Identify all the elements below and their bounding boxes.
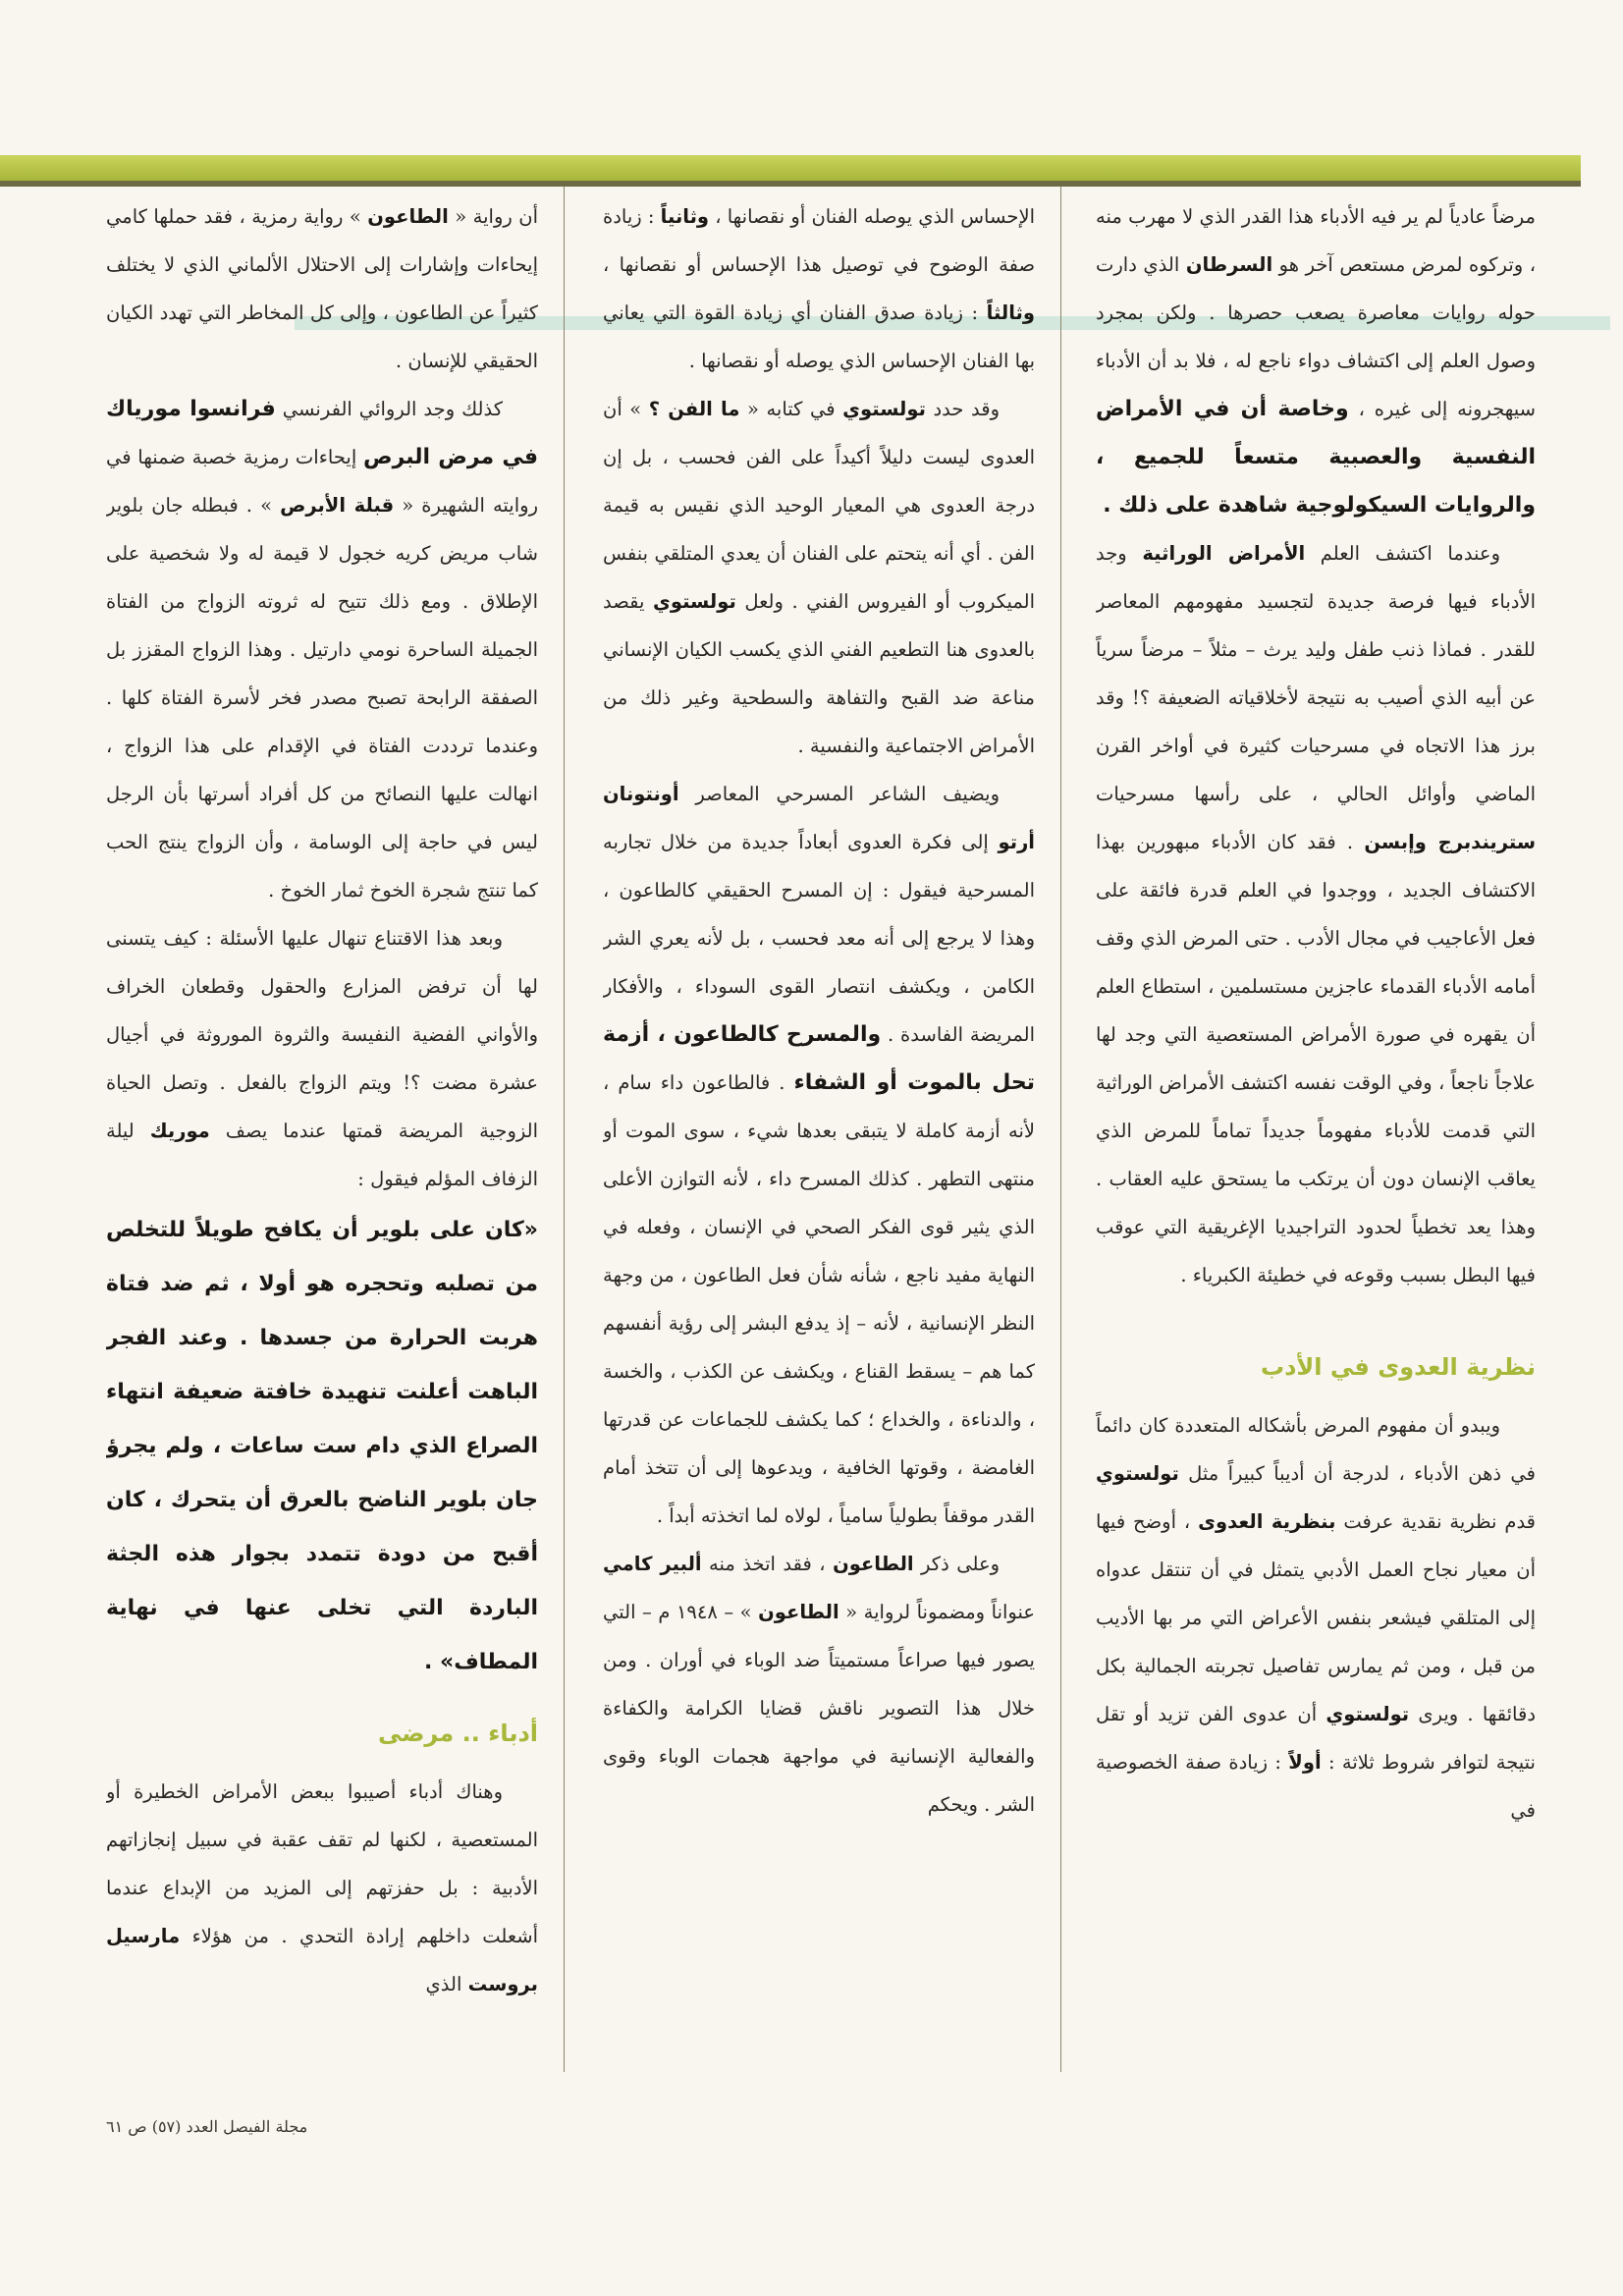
bold-term: موريك xyxy=(149,1120,210,1142)
paragraph xyxy=(106,1768,538,2008)
paragraph xyxy=(106,192,538,385)
text: أن رواية « xyxy=(448,205,538,228)
paragraph xyxy=(603,385,1035,770)
text: : زيادة صفة الخصوصية في xyxy=(1096,1751,1536,1822)
bold-term: ما الفن ؟ xyxy=(648,398,740,420)
section-heading: نظرية العدوى في الأدب xyxy=(1260,1353,1536,1381)
bold-term: أولاً xyxy=(1288,1751,1322,1774)
text: أن عدوى الفن تزيد أو تقل نتيجة لتوافر شروط ثلاثة : xyxy=(1096,1703,1536,1774)
text: وعندما اكتشف العلم xyxy=(1305,542,1500,565)
emphasis-text: والمسرح كالطاعون ، أزمة تحل بالموت أو الشفاء xyxy=(603,1022,1035,1095)
text: : زيادة صدق الفنان أي زيادة القوة التي يعاني بها الفنان الإحساس الذي يوصله أو نقصانها . xyxy=(603,301,1035,372)
bold-term: تولستوي xyxy=(1096,1462,1179,1485)
text: قدم نظرية نقدية عرفت xyxy=(1335,1510,1536,1533)
header-color-band xyxy=(0,155,1581,181)
emphasis-text: وخاصة أن في الأمراض النفسية والعصبية متسعاً للجميع ، والروايات السيكولوجية شاهدة على ذلك . xyxy=(1096,397,1536,518)
text: » . فبطله جان بلوير شاب مريض كريه خجول لا قيمة له ولا شخصية على الإطلاق . ومع ذلك تتيح له ثروته الزواج من الفتاة الجميلة الساحرة نومي دارتيل . وهذا الزواج المقزز بل الصفقة الرابحة تصبح مصدر فخر لأسرة الفتاة كلها . وعندما ترددت الفتاة في الإقدام على هذا الزواج ، انهالت عليها النصائح من كل أفراد أسرتها بأن الرجل ليس في حاجة إلى الوسامة ، وأن الزواج ينتج الحب كما تنتج شجرة الخوخ ثمار الخوخ . xyxy=(106,494,538,902)
page-footer: مجلة الفيصل العدد (٥٧) ص ٦١ xyxy=(106,2117,308,2136)
section-heading: أدباء .. مرضى xyxy=(377,1720,538,1747)
bold-term: وثانياً xyxy=(660,205,710,228)
bold-term: بنظرية العدوى xyxy=(1198,1510,1336,1533)
text: » أن العدوى ليست دليلاً أكيداً على الفن فحسب ، بل إن درجة العدوى هي المعيار الوحيد الذي نقيس به قيمة الفن . أي أنه يتحتم على الفنان أن يعدي المتلقي بنفس الميكروب أو الفيروس الفني . ولعل xyxy=(603,398,1035,613)
text: وهناك أدباء أصيبوا ببعض الأمراض الخطيرة أو المستعصية ، لكنها لم تقف عقبة في سبيل إنجازاتهم الأدبية : بل حفزتهم إلى المزيد من الإبداع عندما أشعلت داخلهم إرادة التحدي . من هؤلاء xyxy=(106,1780,538,1947)
bold-term: تولستوي xyxy=(842,398,926,420)
column-right xyxy=(1096,192,1536,2078)
bold-term: الطاعون xyxy=(833,1553,914,1575)
text: الإحساس الذي يوصله الفنان أو نقصانها ، xyxy=(709,205,1035,228)
text: . فالطاعون داء سام ، لأنه أزمة كاملة لا يتبقى بعدها شيء ، سوى الموت أو منتهى التطهر . كذلك المسرح داء ، لأنه التوازن الأعلى الذي يثير قوى الفكر الصحي في الإنسان ، وفعله في النهاية مفيد ناجع ، شأنه شأن فعل الطاعون ، من وجهة النظر الإنسانية ، لأنه – إذ يدفع البشر إلى رؤية أنفسهم كما هم – يسقط القناع ، ويكشف عن الكذب ، والخسة ، والدناءة ، والخداع ؛ كما يكشف للجماعات عن قدرتها الغامضة ، وقوتها الخافية ، ويدعوها إلى أن تتخذ أمام القدر موقفاً بطولياً سامياً ، لولاه لما اتخذته أبداً . xyxy=(603,1071,1035,1527)
paragraph xyxy=(603,1540,1035,1829)
bold-term: أونتونان أرتو xyxy=(603,783,1035,853)
text: وعلى ذكر xyxy=(913,1553,1000,1575)
text: ، أوضح فيها أن معيار نجاح العمل الأدبي يتمثل في أن تنتقل عدواه إلى المتلقي فيشعر بنفس الأعراض التي مر بها الأديب من قبل ، ومن ثم يمارس تفاصيل تجربته الجمالية بكل دقائقها . ويرى xyxy=(1096,1510,1536,1725)
column-middle xyxy=(603,192,1035,2078)
bold-term: الأمراض الوراثية xyxy=(1142,542,1306,565)
paragraph xyxy=(603,770,1035,1540)
bold-term: ستريندبرج وإبسن xyxy=(1364,831,1536,853)
block-quote: «كان على بلوير أن يكافح طويلاً للتخلص من تصلبه وتحجره هو أولا ، ثم ضد فتاة هربت الحرارة من جسدها . وعند الفجر الباهت أعلنت تنهيدة خافتة ضعيفة انتهاء الصراع الذي دام ست ساعات ، ولم يجرؤ جان بلوير الناضح بالعرق أن يتحرك ، كان أقبح من دودة تتمدد بجوار هذه الجثة الباردة التي تخلى عنها في نهاية المطاف» . xyxy=(106,1218,538,1674)
text: وجد الأدباء فيها فرصة جديدة لتجسيد مفهومهم المعاصر للقدر . فماذا ذنب طفل وليد يرث – مثلاً – مرضاً سرياً عن أبيه الذي أصيب به نتيجة لأخلاقياته الضعيفة ؟! وقد برز هذا الاتجاه في مسرحيات كثيرة في أواخر القرن الماضي وأوائل الحالي ، على رأسها مسرحيات xyxy=(1096,542,1536,805)
bold-term: الطاعون xyxy=(758,1601,839,1623)
text: ويبدو أن مفهوم المرض بأشكاله المتعددة كان دائماً في ذهن الأدباء ، لدرجة أن أديباً كبيراً مثل xyxy=(1096,1414,1536,1485)
text: في كتابه « xyxy=(739,398,843,420)
text: » – ١٩٤٨ م – التي يصور فيها صراعاً مستميتاً ضد الوباء في أوران . ومن خلال هذا التصوير ناقش قضايا الكرامة والكفاءة والفعالية الإنسانية في مواجهة هجمات الوباء وقوى الشر . ويحكم xyxy=(603,1601,1035,1816)
text: الذي xyxy=(425,1973,468,1995)
text: . فقد كان الأدباء مبهورين بهذا الاكتشاف الجديد ، ووجدوا في العلم قدرة فائقة على فعل الأعاجيب في مجال الأدب . حتى المرض الذي وقف أمامه الأدباء القدماء عاجزين مستسلمين ، استطاع العلم أن يقهره في صورة الأمراض المستعصية التي وجد لها علاجاً ناجعاً ، وفي الوقت نفسه اكتشف الأمراض الوراثية التي قدمت للأدباء مفهوماً جديداً تماماً للمرض الذي يعاقب الإنسان دون أن يرتكب ما يستحق عليه العقاب . وهذا يعد تخطياً لحدود التراجيديا الإغريقية التي عوقب فيها البطل بسبب وقوعه في خطيئة الكبرياء . xyxy=(1096,831,1536,1286)
bold-term: تولستوي xyxy=(1325,1703,1410,1725)
paragraph xyxy=(106,385,538,914)
emphasis-text: فرانسوا مورياك في مرض البرص xyxy=(106,397,538,469)
text: عنواناً ومضموناً لرواية « xyxy=(839,1601,1035,1623)
text: » رواية رمزية ، فقد حملها كامي إيحاءات وإشارات إلى الاحتلال الألماني الذي لا يختلف كثيراً عن الطاعون ، وإلى كل المخاطر التي تهدد الكيان الحقيقي للإنسان . xyxy=(106,205,538,372)
header-shadow-band xyxy=(0,181,1581,187)
bold-term: ألبير كامي xyxy=(603,1553,702,1575)
paragraph xyxy=(1096,192,1536,529)
paragraph xyxy=(106,914,538,1203)
bold-term: تولستوي xyxy=(653,590,736,613)
paragraph xyxy=(1096,529,1536,1299)
text: ويضيف الشاعر المسرحي المعاصر xyxy=(678,783,1000,805)
bold-term: قبلة الأبرص xyxy=(280,494,395,517)
bold-term: وثالثاً xyxy=(986,301,1035,324)
column-left xyxy=(106,192,538,2078)
text: يقصد بالعدوى هنا التطعيم الفني الذي يكسب الكيان الإنساني مناعة ضد القبح والتفاهة والسطحية وغير ذلك من الأمراض الاجتماعية والنفسية . xyxy=(603,590,1035,757)
paragraph xyxy=(1096,1401,1536,1834)
bold-term: مارسيل بروست xyxy=(106,1925,538,1995)
text: كذلك وجد الروائي الفرنسي xyxy=(275,398,503,420)
column-rule-right xyxy=(1060,187,1061,2072)
text: وقد حدد xyxy=(925,398,1000,420)
column-rule-left xyxy=(564,187,565,2072)
text: ليلة الزفاف المؤلم فيقول : xyxy=(106,1120,538,1190)
text: ، فقد اتخذ منه xyxy=(701,1553,834,1575)
text: إلى فكرة العدوى أبعاداً جديدة من خلال تجاربه المسرحية فيقول : إن المسرح الحقيقي كالطاعون ، وهذا لا يرجع إلى أنه معد فحسب ، بل لأنه يعري الشر الكامن ، ويكشف انتصار القوى السوداء ، والأفكار المريضة الفاسدة . xyxy=(603,831,1035,1046)
bold-term: السرطان xyxy=(1185,253,1273,276)
paragraph xyxy=(603,192,1035,385)
text: الذي دارت حوله روايات معاصرة يصعب حصرها . ولكن بمجرد وصول العلم إلى اكتشاف دواء ناجع له ، فلا بد أن الأدباء سيهجرونه إلى غيره ، xyxy=(1096,253,1536,420)
text: إيحاءات رمزية خصبة ضمنها في روايته الشهيرة « xyxy=(106,446,538,517)
text: : زيادة صفة الوضوح في توصيل هذا الإحساس أو نقصانها ، xyxy=(603,205,1035,276)
bold-term: الطاعون xyxy=(367,205,449,228)
text: وبعد هذا الاقتناع تنهال عليها الأسئلة : كيف يتسنى لها أن ترفض المزارع والحقول وقطعان الخراف والأواني الفضية النفيسة والثروة الموروثة في أجيال عشرة مضت ؟! ويتم الزواج بالفعل . وتصل الحياة الزوجية المريضة قمتها عندما يصف xyxy=(106,927,538,1142)
text: مرضاً عادياً لم ير فيه الأدباء هذا القدر الذي لا مهرب منه ، وتركوه لمرض مستعص آخر هو xyxy=(1096,205,1536,276)
